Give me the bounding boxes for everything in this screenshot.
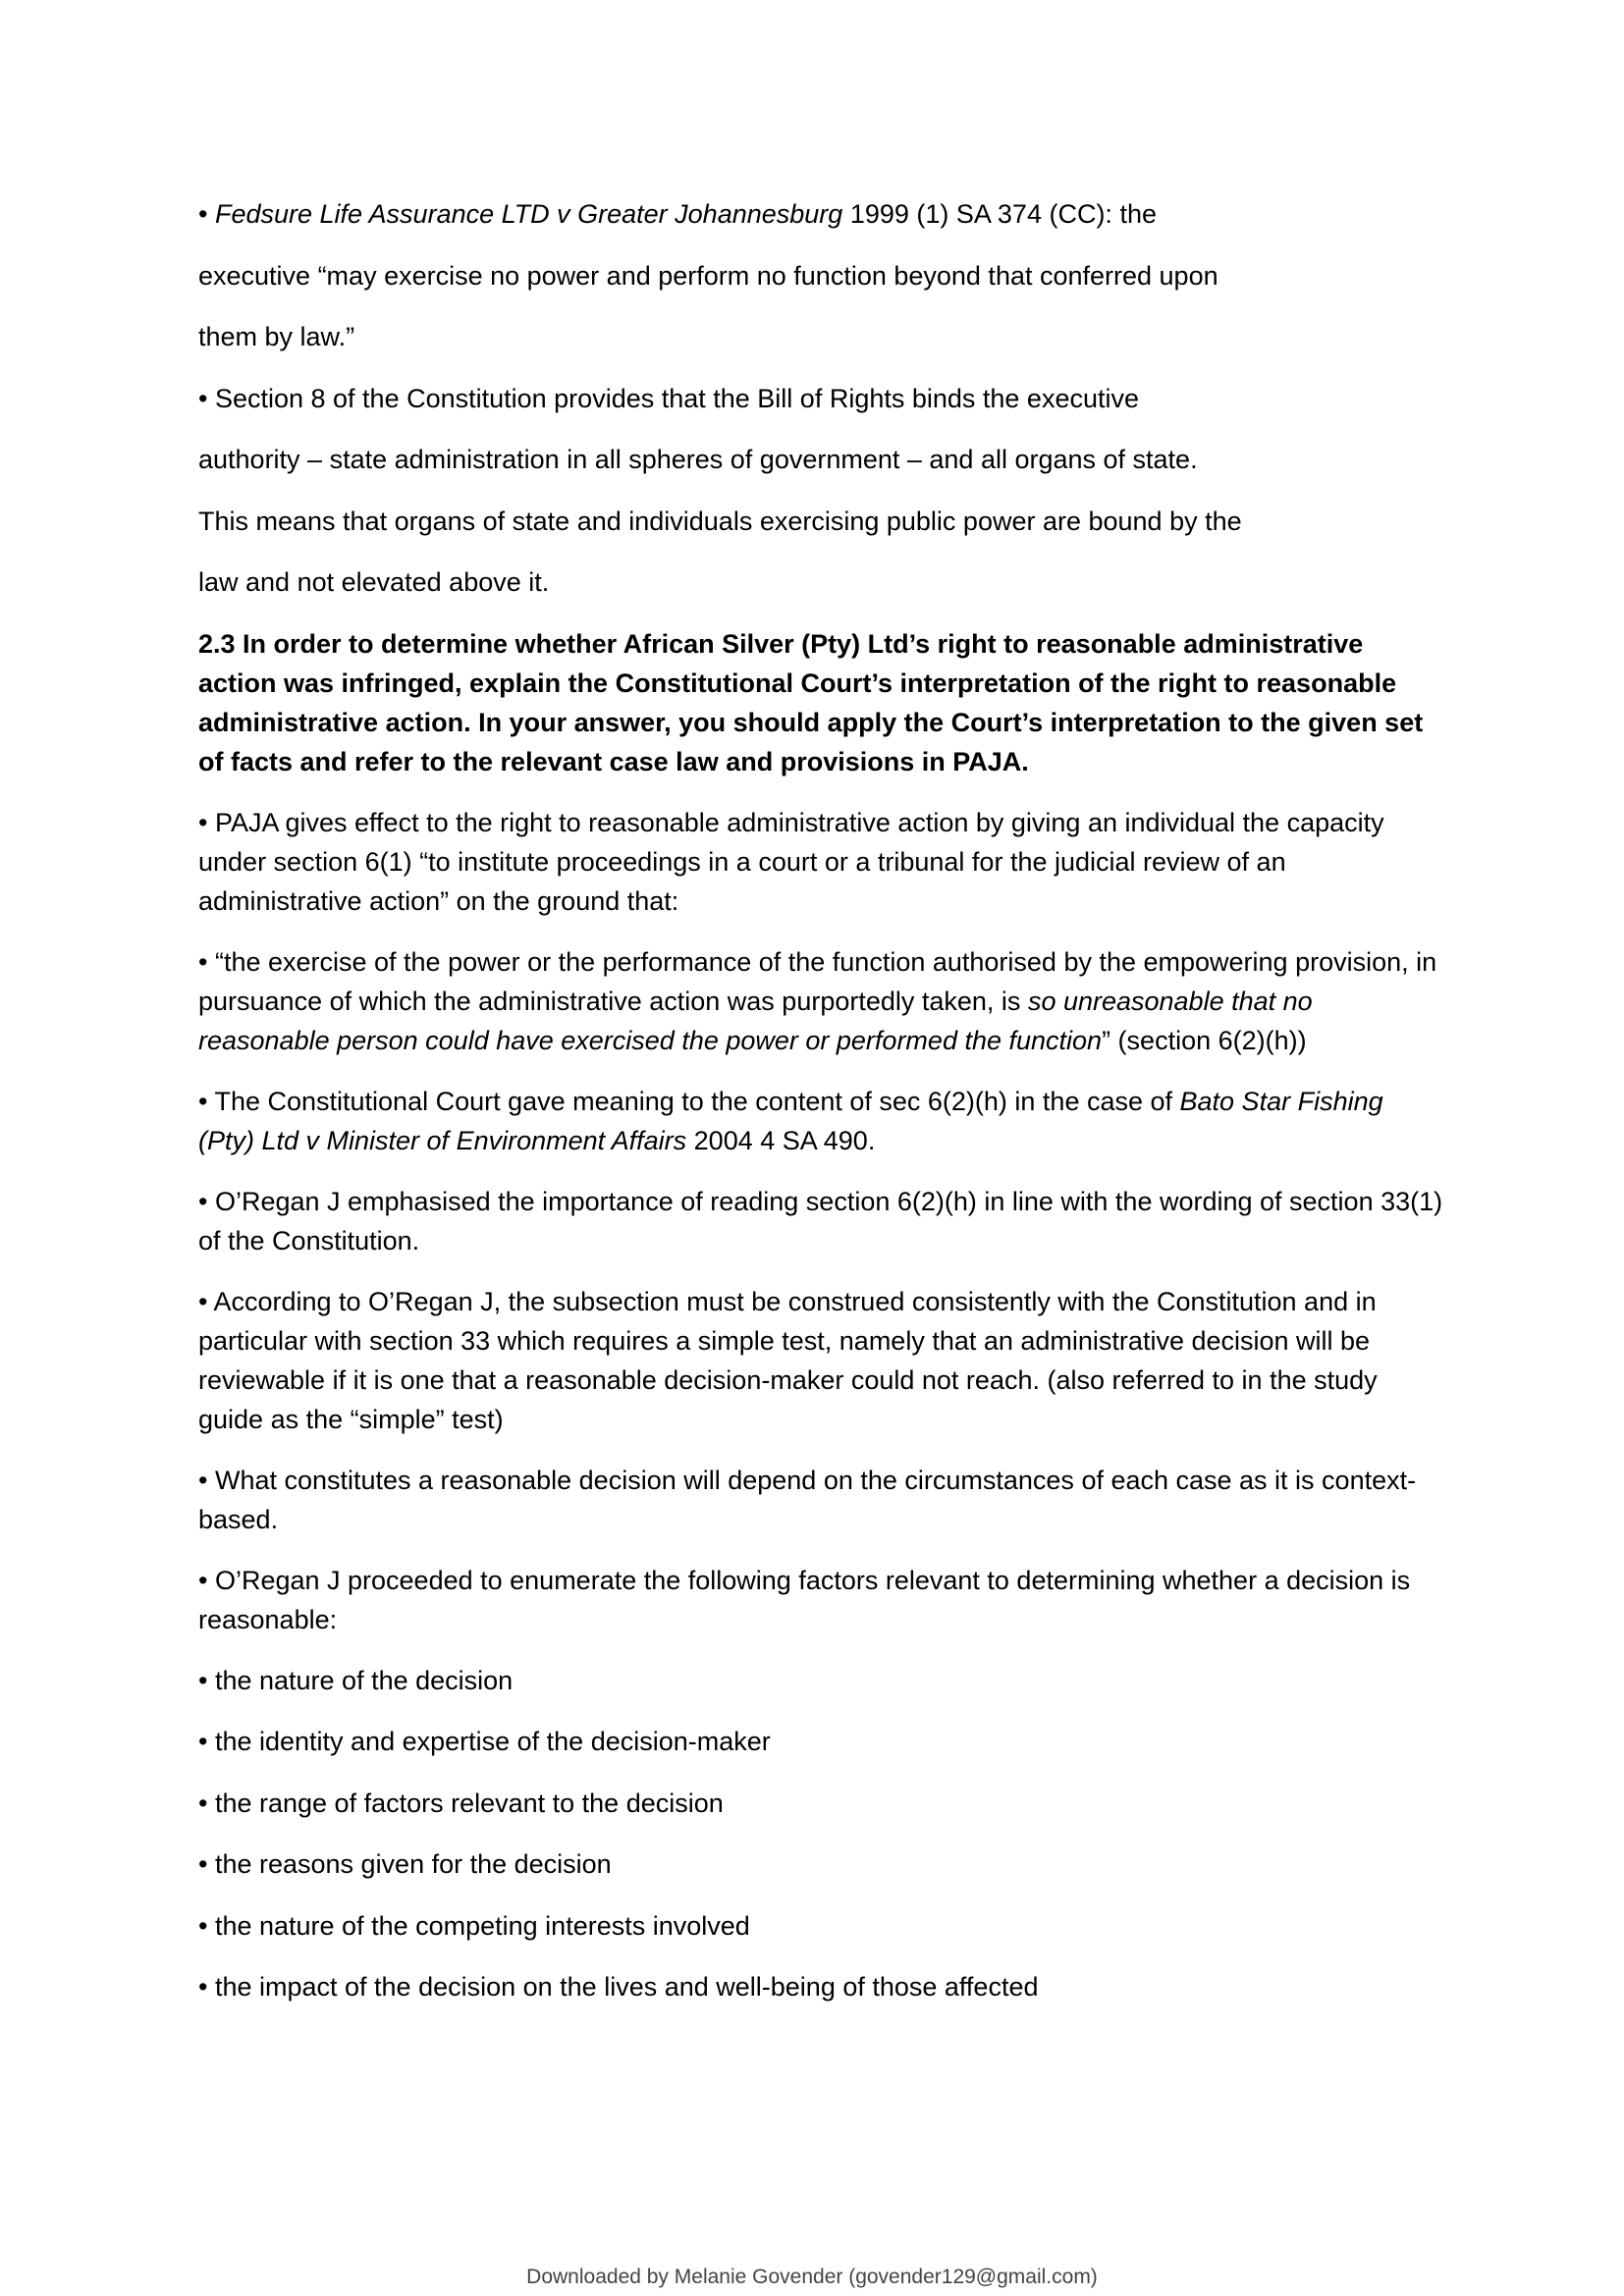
factor-item: • the nature of the competing interests involved [198,1910,750,1941]
fedsure-citation: 1999 (1) SA 374 (CC): the [849,199,1157,229]
question-heading: 2.3 In order to determine whether African Silver (Pty) Ltd’s right to reasonable administrative action was infringed, explain the Constitutional Court’s interpretation of the right to reasonable administrative action. In your answer, you should apply the Court’s interpretation to the given set of facts and refer to the relevant case law and provisions in PAJA. [198,628,1424,776]
paragraph-paja: • PAJA gives effect to the right to reasonable administrative action by giving an individual the capacity under section 6(1) “to institute proceedings in a court or a tribunal for the judicial review of an administrative action” on the ground that: [198,807,1384,916]
quote-italic: so unreasonable that no reasonable person could have exercised the power or performed the function [198,986,1313,1055]
fedsure-line [198,194,1445,234]
text-line: them by law.” [198,322,355,351]
bato-case-name: Bato Star Fishing (Pty) Ltd v Minister of Environment Affairs [198,1086,1383,1155]
bato-end: 2004 4 SA 490. [686,1125,876,1155]
download-footer: Downloaded by Melanie Govender (govender129@gmail.com) [526,2266,1098,2288]
factor-item: • the range of factors relevant to the decision [198,1788,724,1818]
document-body [198,194,1445,2029]
paragraph-oregan-emphasis: • O’Regan J emphasised the importance of reading section 6(2)(h) in line with the wording of section 33(1) of the Constitution. [198,1186,1443,1255]
factor-item: • the identity and expertise of the decision-maker [198,1727,771,1756]
text-line: This means that organs of state and individuals exercising public power are bound by the [198,506,1242,536]
bato-start: • The Constitutional Court gave meaning to the content of sec 6(2)(h) in the case of [198,1086,1180,1116]
factor-item: • the nature of the decision [198,1665,514,1695]
paragraph-factors-intro: • O’Regan J proceeded to enumerate the following factors relevant to determining whether a decision is reasonable: [198,1565,1411,1634]
text-line: law and not elevated above it. [198,567,550,597]
factor-item: • the reasons given for the decision [198,1849,612,1879]
quote-start: • “the exercise of the power or the performance of the function authorised by the empowering provision, in pursuance of which the administrative action was purportedly taken, is [198,946,1437,1016]
paragraph-bato-star [198,1082,1445,1160]
paragraph-section-quote [198,942,1445,1060]
factor-item: • the impact of the decision on the lives and well-being of those affected [198,1972,1039,2002]
bullet: • [198,199,208,229]
paragraph-context: • What constitutes a reasonable decision will depend on the circumstances of each case as it is context-based. [198,1465,1417,1534]
paragraph-oregan-test: • According to O’Regan J, the subsection must be construed consistently with the Constitution and in particular with section 33 which requires a simple test, namely that an administrative decision will be reviewable if it is one that a reasonable decision-maker could not reach. (also referred to in the study guide as the “simple” test) [198,1286,1378,1434]
quote-end: ” (section 6(2)(h)) [1102,1025,1307,1055]
text-line: authority – state administration in all spheres of government – and all organs of state. [198,445,1198,474]
text-line: • Section 8 of the Constitution provides that the Bill of Rights binds the executive [198,383,1139,413]
text-line: executive “may exercise no power and perform no function beyond that conferred upon [198,260,1218,291]
fedsure-case-name: Fedsure Life Assurance LTD v Greater Johannesburg [214,199,843,229]
